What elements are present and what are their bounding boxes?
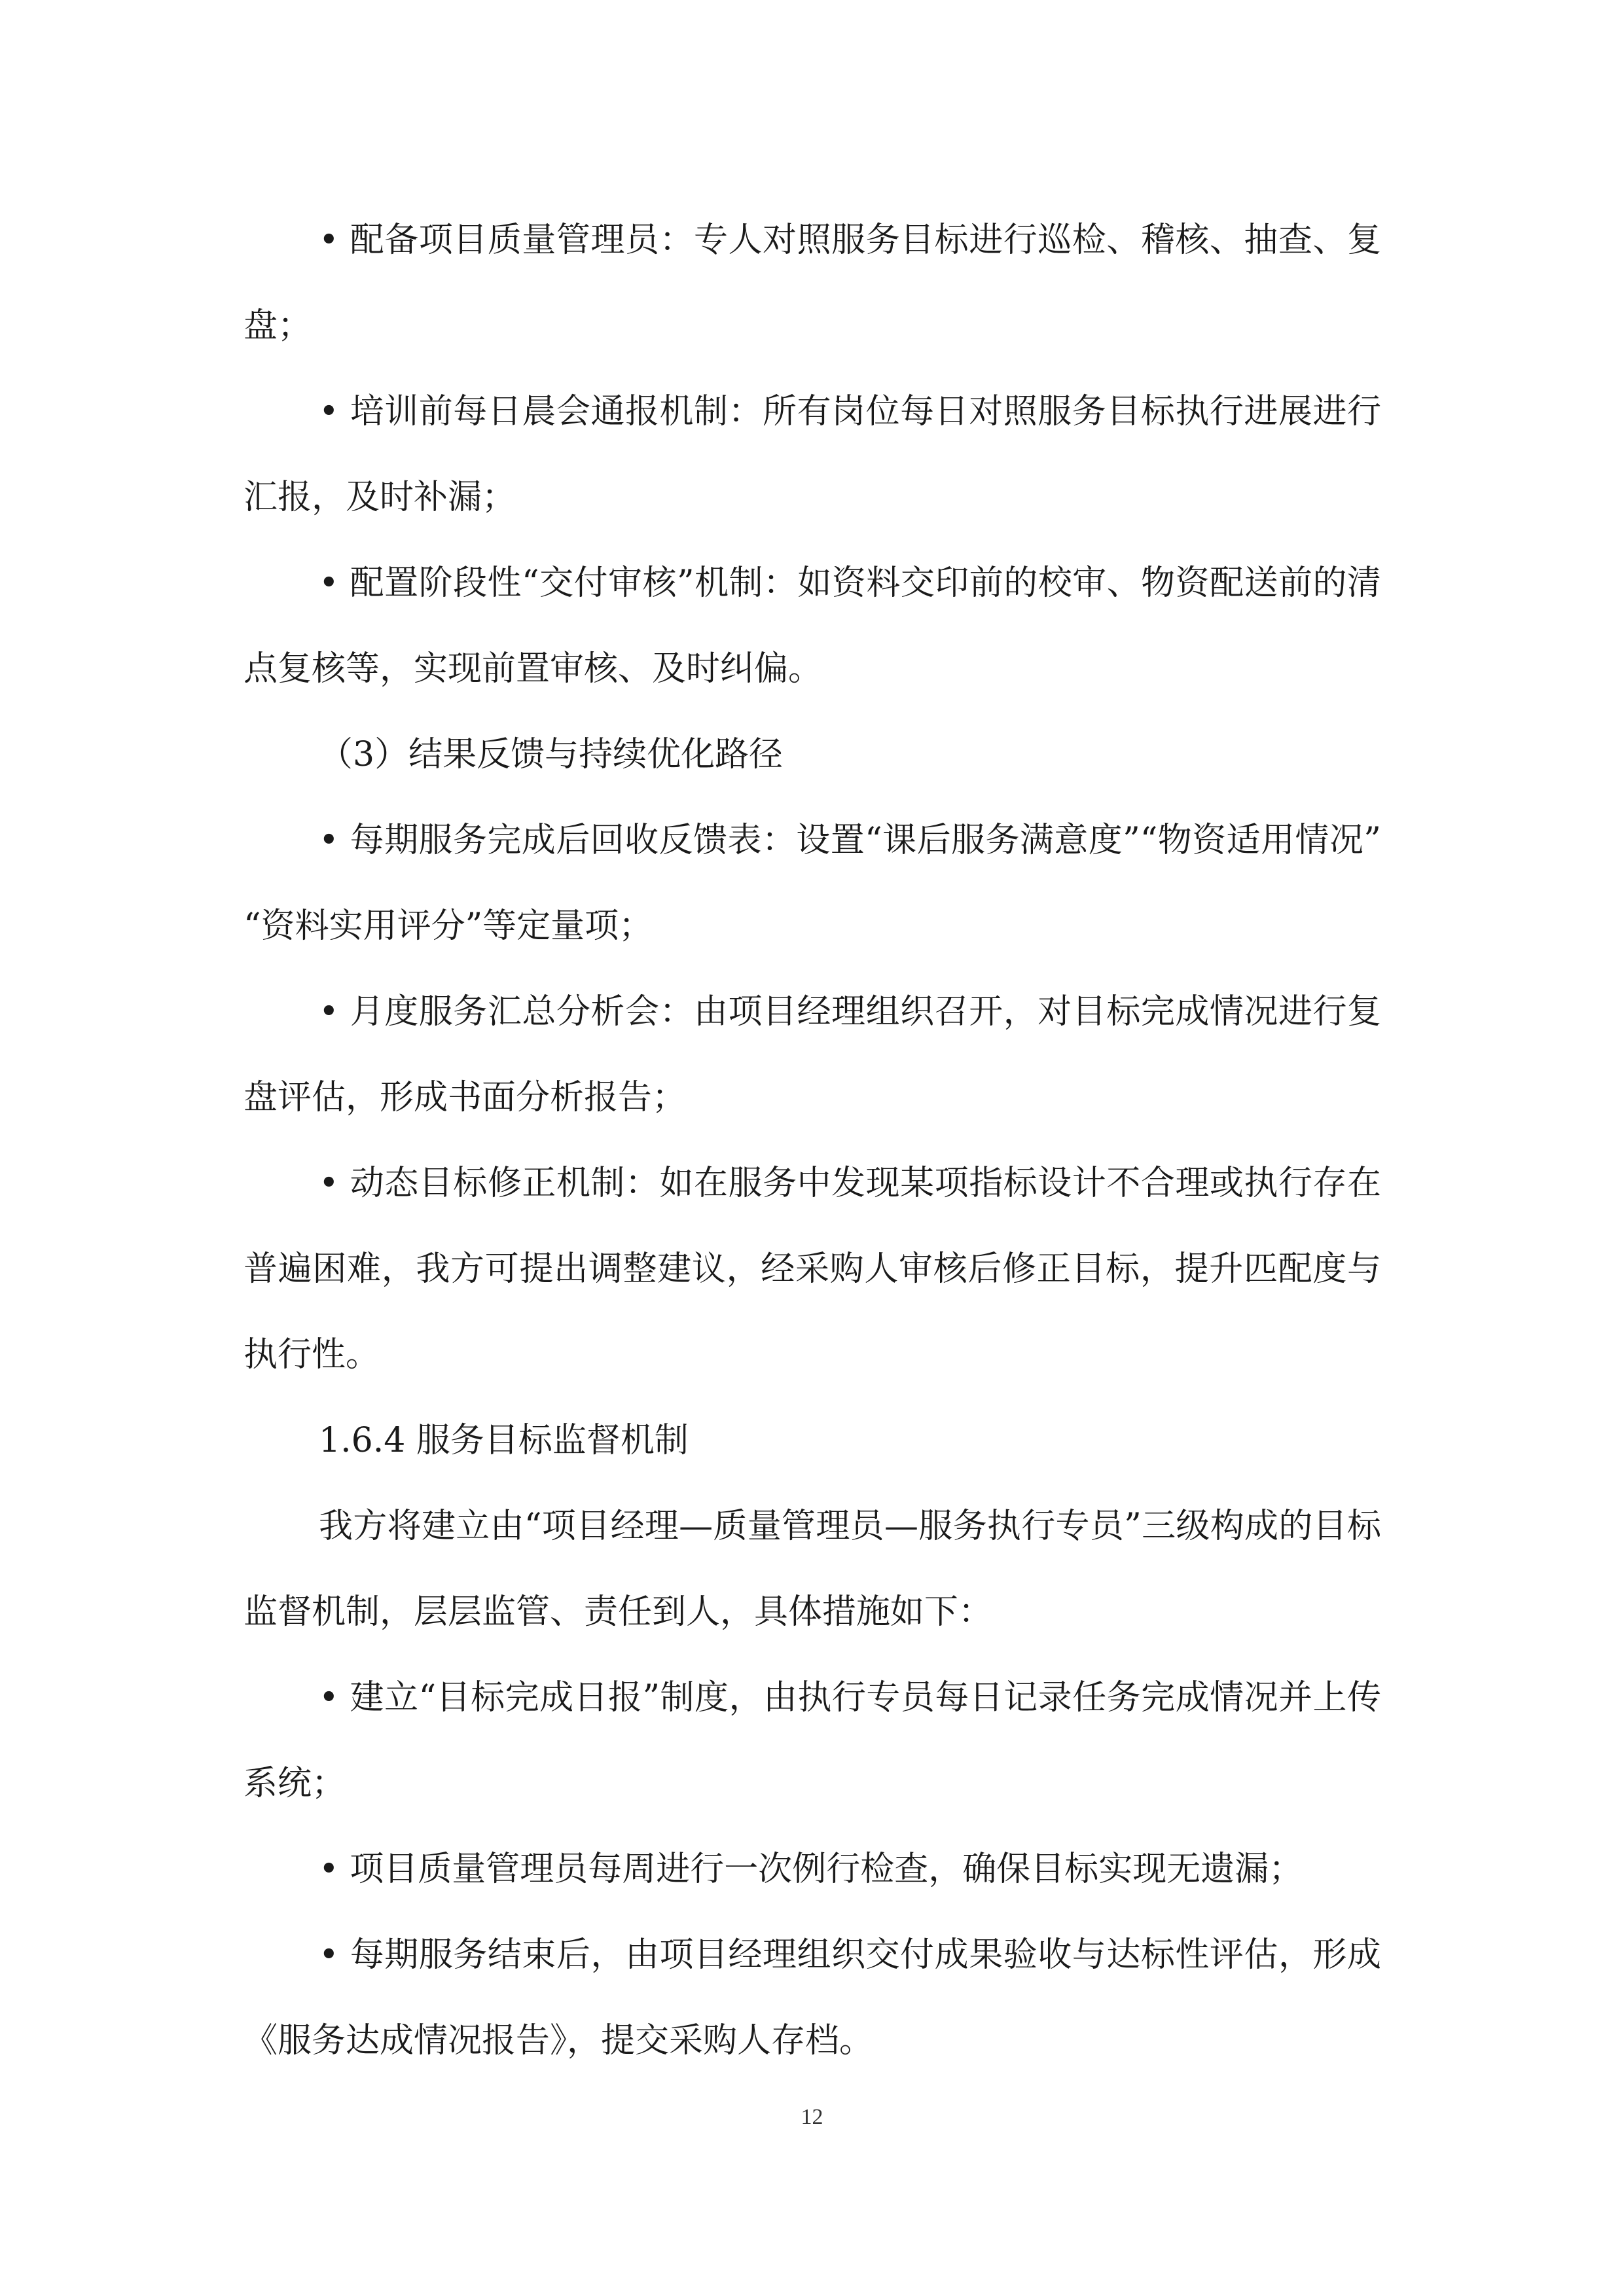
- subheading-feedback-optimization: （3）结果反馈与持续优化路径: [319, 735, 784, 774]
- bullet-morning-meeting: • 培训前每日晨会通报机制：所有岗位每日对照服务目标执行进展进行汇报，及时补漏；: [244, 392, 1381, 517]
- bullet-acceptance-evaluation: • 每期服务结束后，由项目经理组织交付成果验收与达标性评估，形成《服务达成情况报告》，提交采购人存档。: [244, 1935, 1381, 2060]
- bullet-dynamic-correction: • 动态目标修正机制：如在服务中发现某项指标设计不合理或执行存在普遍困难，我方可提出调整建议，经采购人审核后修正目标，提升匹配度与执行性。: [244, 1164, 1381, 1374]
- bullet-daily-report: • 建立“目标完成日报”制度，由执行专员每日记录任务完成情况并上传系统；: [244, 1678, 1381, 1803]
- bullet-monthly-analysis: • 月度服务汇总分析会：由项目经理组织召开，对目标完成情况进行复盘评估，形成书面分析报告；: [244, 992, 1381, 1117]
- page-number: 12: [801, 2105, 823, 2129]
- intro-paragraph-supervision: 我方将建立由“项目经理—质量管理员—服务执行专员”三级构成的目标监督机制，层层监管、责任到人，具体措施如下：: [244, 1507, 1381, 1632]
- bullet-weekly-check: • 项目质量管理员每周进行一次例行检查，确保目标实现无遗漏；: [319, 1850, 1303, 1889]
- bullet-feedback-form: • 每期服务完成后回收反馈表：设置“课后服务满意度”“物资适用情况”“资料实用评分”等定量项；: [244, 821, 1381, 946]
- section-heading-1-6-4: 1.6.4 服务目标监督机制: [319, 1421, 689, 1460]
- bullet-delivery-review: • 配置阶段性“交付审核”机制：如资料交印前的校审、物资配送前的清点复核等，实现前置审核、及时纠偏。: [244, 564, 1381, 689]
- bullet-quality-manager: • 配备项目质量管理员：专人对照服务目标进行巡检、稽核、抽查、复盘；: [244, 221, 1381, 346]
